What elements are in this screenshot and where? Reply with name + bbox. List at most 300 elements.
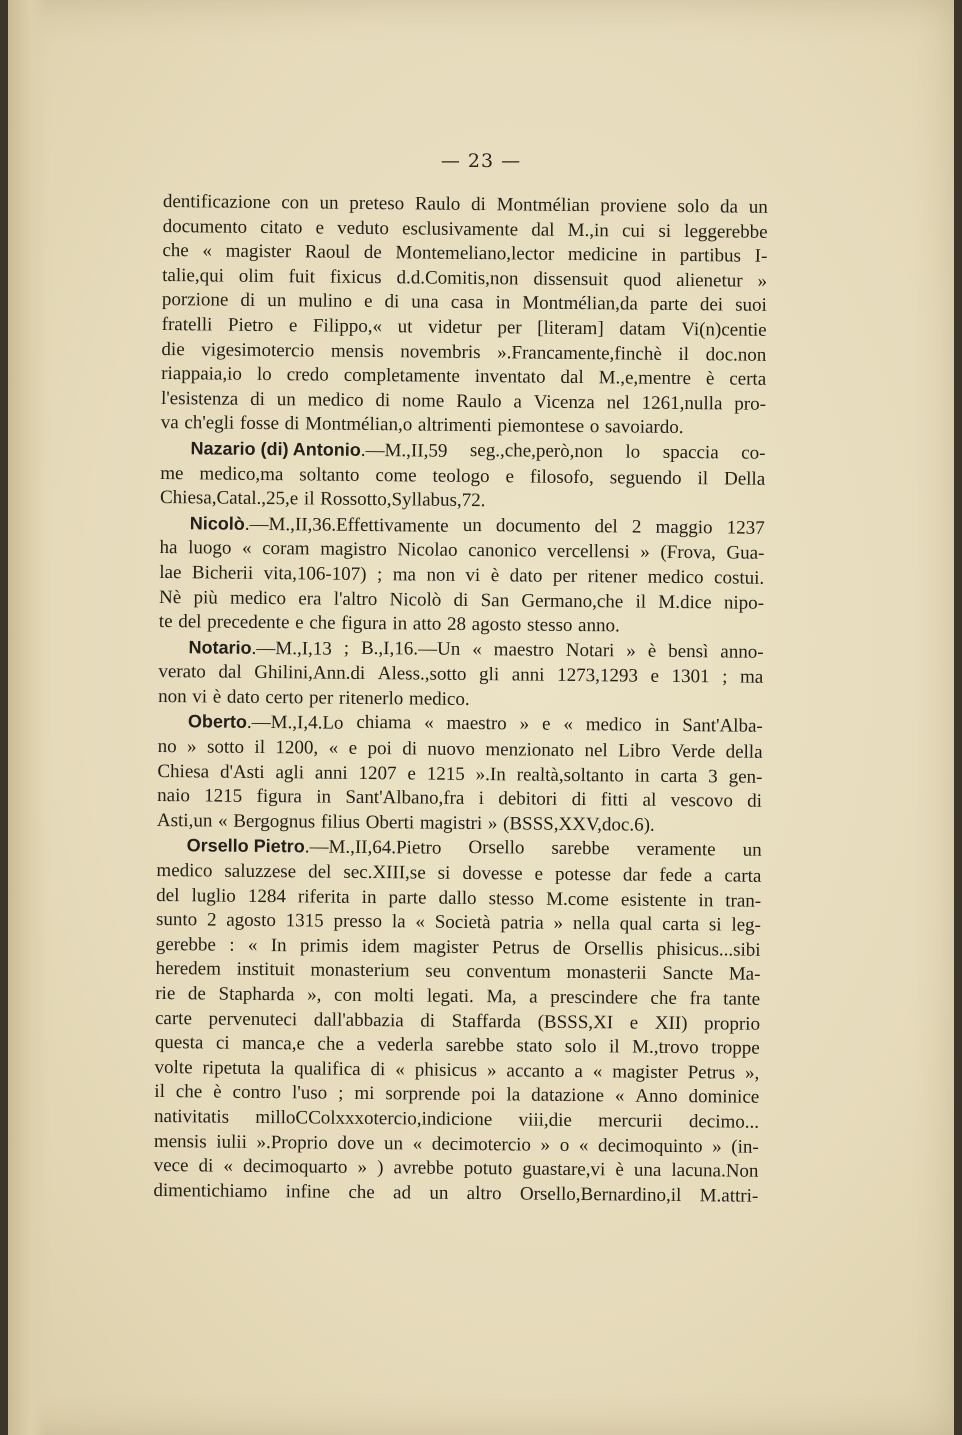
text-word: agli — [275, 761, 305, 784]
text-word: un — [748, 196, 768, 218]
text-word: di — [384, 291, 400, 313]
text-word: « — [563, 714, 573, 736]
text-word: nel — [584, 740, 608, 762]
text-word: guastare,vi — [522, 1158, 606, 1181]
text-word: maggio — [655, 516, 713, 539]
text-word: Nicolò — [389, 588, 442, 611]
text-word: mi — [354, 1083, 375, 1105]
text-word: decimoquinto — [597, 1134, 703, 1157]
text-word: a — [529, 986, 538, 1008]
entry-heading: Nazario (di) Antonio — [190, 438, 361, 460]
text-word: novembris — [400, 340, 481, 363]
text-word: » — [519, 713, 530, 736]
text-word: di — [470, 193, 486, 216]
text-word: documento — [495, 514, 581, 537]
text-word: una — [411, 291, 439, 314]
text-word: mensis — [330, 340, 384, 362]
text-word: dovesse — [462, 862, 523, 885]
text-word: menzionato — [485, 739, 575, 762]
text-word: poi — [367, 738, 392, 760]
text-word: di — [240, 290, 256, 312]
text-word: spaccia — [662, 441, 719, 464]
text-word: Sant'Albano,fra — [345, 787, 465, 810]
text-word: tran- — [725, 890, 762, 912]
text-word: dimentichiamo — [153, 1179, 268, 1202]
text-word: di — [420, 1010, 436, 1032]
text-word: alienetur — [676, 269, 743, 292]
text-word: (BSSS,XI — [537, 1011, 614, 1033]
text-word: fede — [659, 864, 693, 887]
text-word: che — [650, 987, 677, 1009]
text-word: vigesimotercio — [201, 338, 315, 362]
text-word: Società — [434, 911, 491, 934]
text-word: soltanto — [299, 463, 360, 486]
text-word: piemontese — [497, 415, 585, 438]
text-word: un — [319, 192, 339, 214]
text-word: Vi(n)centie — [681, 318, 767, 341]
text-word: Bicherii — [191, 562, 254, 584]
text-word: videtur — [427, 316, 482, 339]
text-word: agosto — [226, 909, 277, 932]
text-word: San — [480, 589, 510, 611]
text-word: « — [217, 810, 228, 832]
text-word: sec.XIII,se — [343, 861, 426, 884]
text-word: Filippo,« — [312, 315, 383, 338]
text-word: ch'egli — [184, 412, 235, 435]
text-word: riappaia,io — [161, 363, 243, 385]
text-word: qualifica — [294, 1058, 361, 1080]
text-word: Nicolao — [397, 539, 458, 562]
text-word: maestro — [493, 638, 554, 661]
text-word: 1315 — [285, 910, 324, 932]
text-word: (Frova, — [660, 542, 716, 564]
text-word: nel — [606, 392, 630, 414]
text-word: del — [308, 861, 332, 883]
text-word: Notario.—M.,I,13 — [188, 636, 332, 660]
text-word: avrebbe — [393, 1157, 454, 1179]
text-word: » — [487, 812, 498, 835]
text-word: Petrus — [687, 1061, 736, 1084]
text-word: 1261,nulla — [641, 392, 723, 415]
text-word: luglio — [191, 884, 236, 907]
text-word: d'Asti — [219, 761, 265, 783]
text-word: al — [642, 789, 657, 812]
text-word: « — [241, 538, 252, 560]
text-word: dominice — [688, 1086, 760, 1109]
text-word: « — [415, 911, 426, 933]
text-word: in — [651, 244, 667, 267]
text-word: riferita — [297, 885, 350, 908]
text-word: magister — [612, 1061, 678, 1083]
text-word: e — [364, 291, 373, 313]
text-word: 1301 — [671, 666, 710, 688]
text-word: medico — [229, 587, 287, 609]
text-word: agosto — [471, 614, 522, 636]
text-word: anno- — [720, 641, 764, 663]
text-word: 1273,1293 — [557, 665, 638, 687]
text-word: come — [375, 464, 417, 486]
text-word: e — [295, 612, 304, 634]
text-word: un — [742, 840, 762, 862]
text-word: mercurii — [598, 1110, 663, 1132]
text-word: luogo — [188, 537, 232, 559]
text-word: chiama — [356, 712, 412, 734]
text-word: partibus — [679, 245, 742, 267]
text-word: di — [747, 790, 763, 813]
text-word: troppe — [711, 1037, 760, 1059]
text-word: per — [497, 317, 522, 339]
text-word: Sant'Alba- — [682, 715, 763, 738]
text-word: 1200, — [275, 737, 319, 759]
text-word: carta — [662, 914, 700, 936]
text-word: iulii — [216, 1131, 248, 1153]
text-word: dato — [509, 565, 543, 587]
text-word: di — [284, 413, 300, 435]
text-word: « — [328, 737, 339, 759]
text-word: vi — [192, 686, 208, 708]
text-word: questa — [154, 1032, 204, 1054]
text-word: a — [513, 391, 522, 413]
text-word: proviene — [600, 195, 667, 217]
text-word: monasterium — [310, 959, 410, 982]
text-word: nome — [401, 390, 445, 412]
text-word: in — [495, 292, 511, 314]
text-word: veduto — [337, 217, 390, 239]
text-word: me — [160, 462, 184, 484]
text-word: decimotercio — [431, 1133, 532, 1156]
text-word: sotto — [206, 736, 245, 758]
text-word: « — [614, 1085, 625, 1107]
text-word: gen- — [728, 766, 763, 788]
text-word: e — [534, 863, 544, 885]
text-word: » — [187, 736, 197, 758]
text-word: : — [229, 934, 235, 956]
text-word: accanto — [506, 1060, 565, 1082]
text-word: il — [254, 736, 266, 759]
text-word: infine — [285, 1180, 331, 1203]
text-word: datazione — [531, 1084, 605, 1107]
text-word: Montmélian,da — [522, 292, 638, 315]
text-word: è — [490, 565, 500, 587]
text-word: un — [429, 1182, 449, 1204]
text-word: figura — [256, 786, 303, 808]
text-word: per — [308, 687, 334, 709]
text-word: l'uso — [291, 1082, 328, 1104]
text-word: « — [592, 1060, 603, 1083]
text-word: casa — [450, 292, 484, 314]
text-word: è — [647, 640, 657, 662]
text-word: solo — [564, 1036, 597, 1058]
text-word: proprio — [703, 1012, 761, 1035]
text-word: 28 — [446, 613, 467, 636]
text-word: Ghilini,Ann.di — [254, 662, 366, 685]
text-word: B.,I,16.—Un — [360, 637, 461, 660]
text-word: sarebbe — [551, 838, 610, 860]
text-word: 2 — [631, 516, 642, 538]
text-word: 2 — [206, 909, 217, 931]
text-word: leg- — [731, 914, 762, 936]
text-word: vescovo — [670, 790, 734, 812]
text-word: ».Proprio — [256, 1131, 328, 1154]
text-word: de — [552, 937, 571, 959]
text-word: Montmélian — [496, 194, 590, 217]
text-word: instituit — [236, 959, 295, 981]
text-word: magister — [225, 240, 292, 263]
text-word: esistente — [620, 889, 687, 911]
text-word: ».Francamente,finchè — [497, 341, 662, 365]
text-word: d.d.Comitis,non — [396, 267, 519, 290]
text-word: credo — [286, 364, 329, 386]
text-word: de — [363, 242, 382, 264]
text-word: e — [505, 465, 515, 487]
text-word: di — [375, 389, 391, 411]
text-word: documento — [162, 215, 248, 238]
body-text — [153, 190, 768, 1209]
text-word: che — [317, 1033, 344, 1055]
text-word: ; — [338, 1083, 344, 1105]
text-word: per — [552, 565, 578, 587]
text-word: lo — [256, 364, 272, 386]
text-word: il — [635, 591, 647, 613]
text-word: Vicenza — [533, 391, 595, 413]
text-word: 1284 — [247, 885, 287, 907]
text-word: anno. — [578, 615, 620, 637]
text-word: di — [198, 1155, 214, 1177]
text-word: Staffarda — [451, 1010, 522, 1033]
text-word: a — [356, 1034, 365, 1056]
text-word: dei — [699, 294, 724, 316]
text-word: M.,e,mentre — [598, 367, 692, 390]
text-word: « — [202, 240, 213, 262]
text-word: XII) — [654, 1012, 688, 1034]
text-word: in — [634, 765, 650, 787]
text-word: ritener — [587, 566, 638, 588]
text-word: manca,e — [242, 1032, 306, 1055]
text-word: nella — [572, 913, 610, 935]
text-word: Germano,che — [521, 589, 624, 612]
text-word: sarebbe — [445, 1034, 504, 1057]
text-word: dentificazione — [162, 190, 271, 214]
text-word: potesse — [554, 863, 612, 886]
text-word: [literam] — [537, 317, 604, 340]
text-word: 1207 — [358, 762, 397, 784]
text-word: monasterii — [566, 962, 647, 985]
text-word: vece — [153, 1155, 189, 1177]
text-word: ».In — [475, 763, 506, 785]
text-word: e — [407, 763, 417, 785]
text-word: Asti,un — [156, 809, 213, 832]
text-word: Ma, — [486, 986, 517, 1008]
text-word: si — [437, 862, 451, 884]
text-word: canonico — [468, 540, 537, 562]
text-word: te — [158, 611, 173, 633]
text-word: Della — [723, 467, 766, 490]
text-word: inventato — [474, 366, 546, 388]
text-word: carta — [724, 865, 762, 887]
text-word: e — [288, 315, 298, 337]
text-word: medico,ma — [199, 462, 284, 485]
text-word: » — [626, 640, 636, 662]
text-word: pro- — [734, 393, 767, 415]
text-word: un — [462, 514, 482, 536]
text-word: altro — [466, 1182, 502, 1205]
text-word: anni — [314, 762, 348, 784]
text-word: atto — [412, 613, 442, 635]
text-word: Chiesa,Catal.,25,e — [159, 487, 299, 510]
text-word: « — [223, 1155, 234, 1177]
text-word: o — [559, 1134, 570, 1156]
text-word: stesso — [526, 614, 573, 637]
text-word: va — [160, 412, 179, 434]
text-word: datam — [619, 318, 666, 340]
text-word: Nicolò.—M.,II,36.Effettivamente — [189, 512, 449, 537]
text-word: viii,die — [518, 1109, 573, 1131]
text-word: parte — [649, 294, 688, 316]
text-word: milloCColxxxotercio,indicione — [255, 1106, 493, 1131]
text-word: » — [757, 270, 768, 292]
text-word: che — [309, 612, 336, 634]
text-word: ; — [343, 637, 350, 659]
text-word: teologo — [432, 465, 490, 487]
text-word: dove — [337, 1132, 375, 1154]
text-word: naio — [157, 785, 191, 807]
text-word: Gua- — [726, 542, 765, 565]
text-word: M.come — [546, 888, 610, 910]
text-word: è — [615, 1159, 624, 1181]
entry-heading: Notario — [188, 636, 252, 658]
text-word: seu — [425, 960, 451, 983]
text-word: », — [745, 1062, 760, 1084]
text-word: a — [703, 865, 713, 887]
text-word: carta — [660, 765, 698, 787]
text-word: seg.,che,però,non — [469, 439, 604, 463]
text-word: che — [175, 1081, 203, 1103]
text-word: Petrus — [491, 937, 540, 959]
text-word: una — [633, 1159, 662, 1181]
text-word: del — [594, 515, 618, 538]
text-word: », — [307, 984, 322, 1006]
text-word: In — [270, 934, 287, 957]
text-word: veramente — [636, 839, 716, 861]
text-word: Chiesa — [157, 760, 210, 783]
text-word: in — [654, 715, 670, 737]
text-word: « — [424, 713, 434, 735]
text-word: lacuna.Non — [671, 1160, 759, 1182]
text-word: mensis — [153, 1130, 207, 1153]
text-word: lae — [159, 561, 182, 584]
text-word: costui. — [713, 567, 765, 589]
text-word: M.,in — [567, 219, 609, 241]
text-word: talie,qui — [162, 264, 225, 287]
text-word: sunto — [155, 909, 198, 931]
text-word: contro — [232, 1082, 282, 1104]
text-word: ; — [376, 563, 383, 586]
text-word: Montemeliano,lector — [395, 242, 555, 265]
text-word: Verde — [670, 740, 716, 763]
text-word: la — [506, 1084, 521, 1106]
text-word: in — [316, 786, 332, 808]
text-word: e — [348, 737, 358, 759]
text-word: non — [426, 564, 456, 586]
text-word: ha — [159, 537, 178, 559]
text-word: del — [156, 884, 180, 906]
text-word: fitti — [600, 789, 629, 811]
text-word: olim — [238, 265, 274, 287]
text-word: poi — [471, 1084, 496, 1106]
text-word: carte — [154, 1007, 193, 1029]
text-word: « — [578, 1134, 589, 1156]
text-word: I- — [754, 245, 768, 267]
text-word: prescindere — [550, 986, 638, 1009]
text-word: idem — [361, 935, 400, 958]
text-word: dall'abbazia — [313, 1009, 404, 1031]
text-word: seguendo — [609, 466, 682, 489]
text-word: stesso — [488, 887, 535, 910]
text-word: ci — [215, 1032, 230, 1054]
text-word: Orsellis — [584, 937, 644, 960]
text-word: ritenerlo — [338, 687, 404, 710]
text-word: Aless.,sotto — [377, 663, 467, 686]
text-word: » — [357, 1157, 368, 1179]
text-word: la — [270, 1057, 285, 1079]
text-word: della — [725, 741, 763, 763]
text-word: un — [276, 388, 296, 411]
text-word: quod — [623, 269, 662, 291]
text-word: gerebbe — [155, 933, 216, 956]
text-word: filosofo, — [529, 466, 594, 488]
text-word: Raulo — [456, 390, 502, 413]
text-word: M.,trovo — [632, 1036, 699, 1059]
text-word: coram — [262, 538, 310, 560]
text-word: co- — [741, 442, 766, 464]
text-word: nipo- — [723, 591, 765, 614]
text-word: è — [705, 368, 715, 390]
text-word: primis — [299, 935, 349, 957]
text-word: medico — [585, 714, 642, 737]
text-word: certo — [265, 686, 304, 709]
text-word: porzione — [161, 289, 229, 312]
text-word: 1237 — [726, 517, 765, 539]
text-word: 3 — [708, 765, 718, 788]
text-word: ad — [393, 1182, 412, 1204]
text-word: doc.non — [705, 343, 767, 366]
text-word: conventum — [466, 961, 551, 984]
text-word: « — [395, 1059, 405, 1081]
text-word: precedente — [207, 611, 290, 634]
text-word: del — [178, 611, 202, 633]
text-word: fra — [689, 988, 711, 1010]
text-word: e — [650, 665, 660, 688]
text-word: non — [158, 685, 187, 708]
text-word: medicine — [567, 244, 638, 266]
text-word: decimo... — [688, 1111, 760, 1133]
text-word: è — [213, 1081, 222, 1103]
page-binding-shadow — [8, 0, 46, 1435]
text-word: la — [391, 911, 406, 933]
text-word: ripetuta — [202, 1057, 261, 1079]
text-word: saluzzese — [224, 860, 297, 883]
text-word: Nè — [158, 586, 182, 608]
text-word: Rossotto,Syllabus,72. — [320, 488, 486, 512]
text-word: o — [589, 416, 600, 438]
entry-heading: Oberto — [187, 711, 248, 733]
text-word: » — [712, 1135, 722, 1157]
text-word: vederla — [377, 1034, 434, 1056]
text-word: anni — [511, 664, 545, 686]
text-word: Oberto.—M.,I,4.Lo — [187, 711, 344, 735]
text-word: che — [348, 1181, 375, 1203]
text-word: vita,106-107) — [263, 562, 367, 585]
